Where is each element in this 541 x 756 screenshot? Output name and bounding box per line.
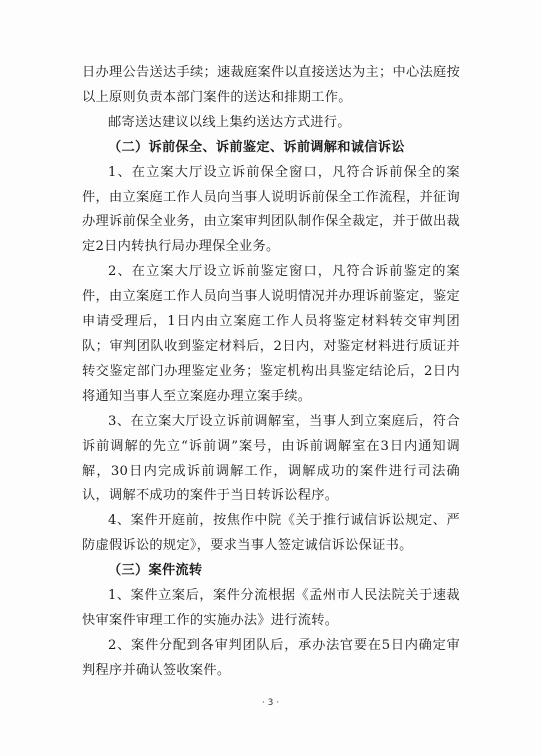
paragraph-item-1: 1、在立案大厅设立诉前保全窗口，凡符合诉前保全的案件，由立案庭工作人员向当事人说明诉前保全工作流程，并征询办理诉前保全业务，由立案审判团队制作保全裁定，并于做出裁定2日内转执行局办理保全业务。 bbox=[82, 164, 460, 255]
section-heading-2: （二）诉前保全、诉前鉴定、诉前调解和诚信诉讼 bbox=[108, 139, 405, 155]
paragraph-2: 邮寄送达建议以线上集约送达方式进行。 bbox=[108, 114, 351, 130]
paragraph-flow-2: 2、案件分配到各审判团队后，承办法官要在5日内确定审判程序并确认签收案件。 bbox=[82, 637, 460, 678]
paragraph-item-2: 2、在立案大厅设立诉前鉴定窗口，凡符合诉前鉴定的案件，由立案庭工作人员向当事人说明情况并办理诉前鉴定，鉴定申请受理后，1日内由立案庭工作人员将鉴定材料转交审判团队；审判团队收到鉴定材料后，2日内，对鉴定材料进行质证并转交鉴定部门办理鉴定业务；鉴定机构出具鉴定结论后，2日内将通知当事人至立案庭办理立案手续。 bbox=[82, 264, 460, 404]
page-number: · 3 · bbox=[261, 698, 280, 708]
section-heading-3: （三）案件流转 bbox=[108, 563, 203, 579]
paragraph-item-4: 4、案件开庭前，按焦作中院《关于推行诚信诉讼规定、严防虚假诉讼的规定》，要求当事人签定诚信诉讼保证书。 bbox=[82, 513, 460, 554]
paragraph-1: 日办理公告送达手续；速裁庭案件以直接送达为主；中心法庭按以上原则负责本部门案件的送达和排期工作。 bbox=[82, 65, 460, 105]
paragraph-item-3: 3、在立案大厅设立诉前调解室，当事人到立案庭后，符合诉前调解的先立“诉前调”案号，由诉前调解室在3日内通知调解，30日内完成诉前调解工作，调解成功的案件进行司法确认，调解不成功的案件于当日转诉讼程序。 bbox=[82, 413, 460, 504]
paragraph-flow-1: 1、案件立案后，案件分流根据《孟州市人民法院关于速裁快审案件审理工作的实施办法》进行流转。 bbox=[82, 588, 460, 628]
document-body bbox=[82, 61, 460, 684]
